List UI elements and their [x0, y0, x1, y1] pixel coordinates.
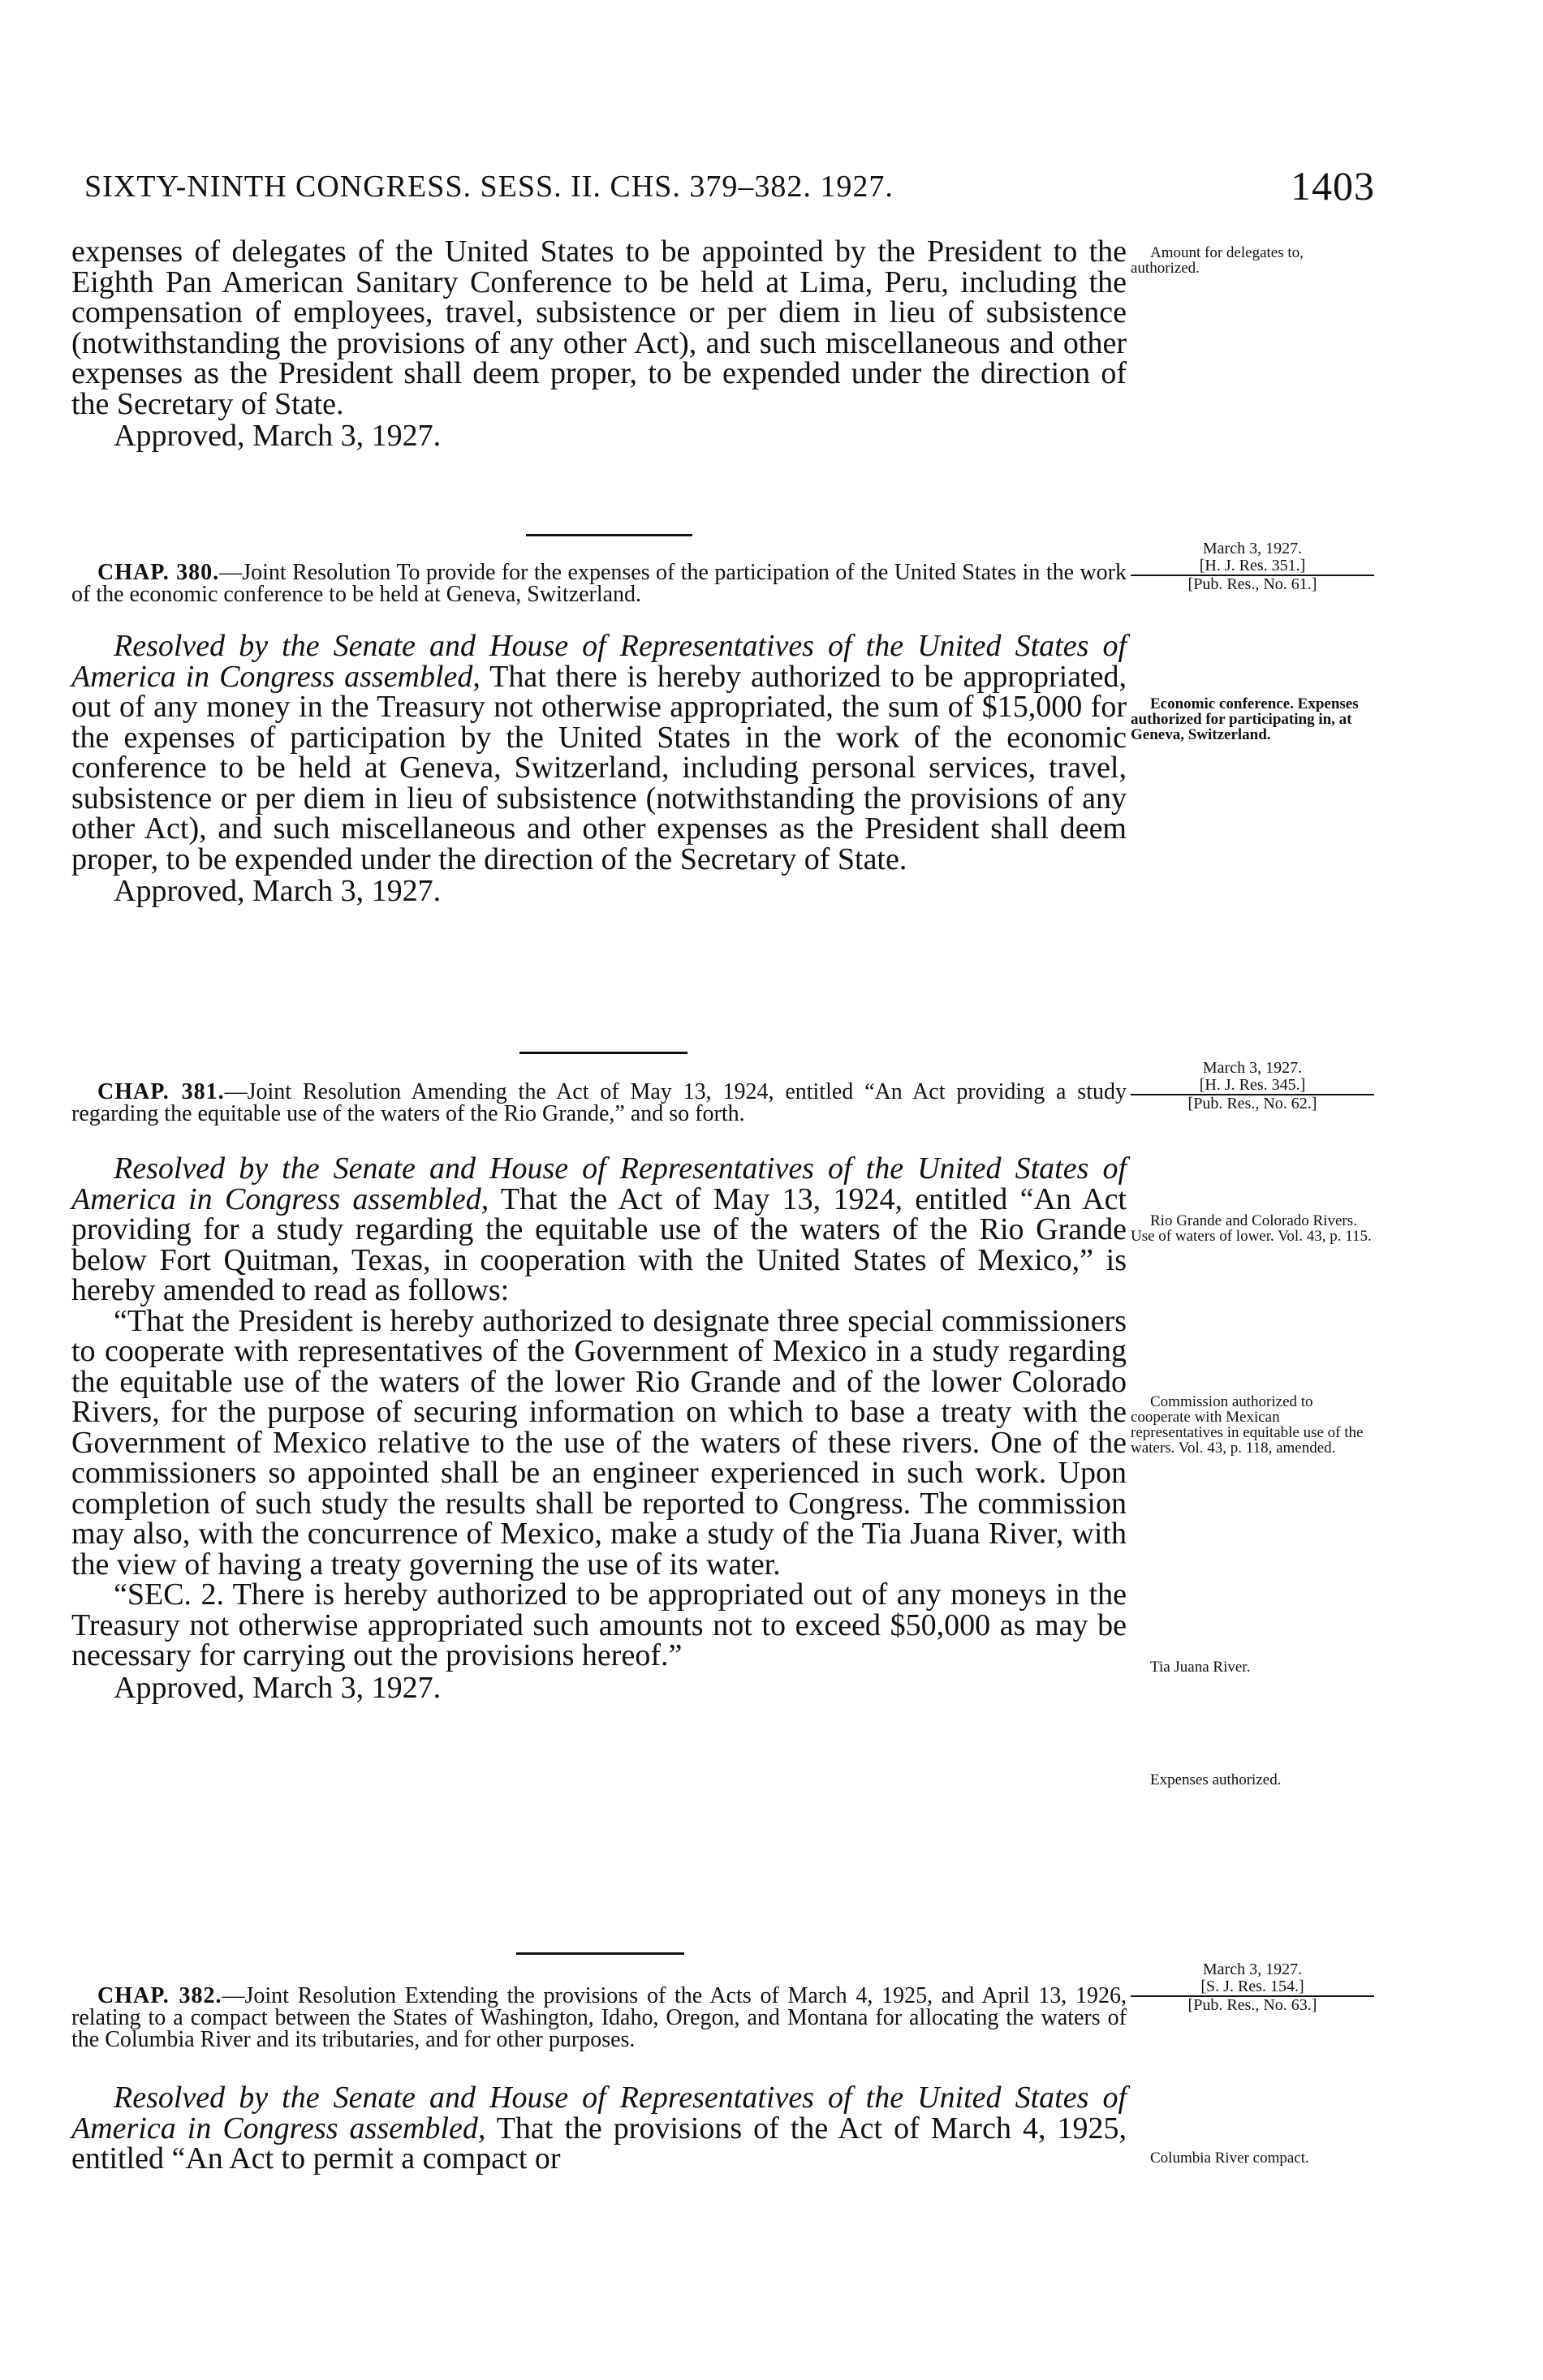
chap-381-pub-number: [Pub. Res., No. 62.]: [1187, 1095, 1317, 1113]
chap-380-date-block: [1131, 540, 1374, 593]
chap-380-margin-note: [1131, 696, 1374, 742]
chap-380-resolution: [71, 631, 1127, 875]
chap-381-margin-text-3: Tia Juana River.: [1150, 1659, 1251, 1676]
section-divider: [516, 1952, 684, 1955]
chap-380-title: —Joint Resolution To provide for the expenses of the participation of the United States in the work of the economic conference to be held at Geneva, Switzerland.: [71, 560, 1127, 607]
chap-380-approved: Approved, March 3, 1927.: [114, 874, 442, 908]
chapter-382: [71, 1985, 1127, 2175]
header-title: SIXTY-NINTH CONGRESS. SESS. II. CHS. 379–382. 1927.: [84, 170, 894, 204]
chap-381-margin-note-2: [1131, 1394, 1374, 1456]
chap-382-res-number: [S. J. Res. 154.]: [1131, 1978, 1374, 1997]
chap-380-text: That there is hereby authorized to be appropriated, out of any money in the Treasury not otherwise appropriated, the sum of $15,000 for the expenses of participation by the United States in the work of the economic conference to be held at Geneva, Switzerland, including personal services, travel, subsistence or per diem in lieu of subsistence (notwithstanding the provisions of any other Act), and such miscellaneous and other expenses as the President shall deem proper, to be expended under the direction of the Secretary of State.: [71, 659, 1127, 876]
chap-382-pub-number: [Pub. Res., No. 63.]: [1187, 1996, 1317, 2014]
section-divider: [526, 534, 692, 536]
chap-381-section-1: “That the President is hereby authorized to designate three special commissioners to cooperate with representatives of the Government of Mexico in a study regarding the equitable use of the waters of the lower Rio Grande and of the lower Colorado Rivers, for the purpose of securing information on which to base a treaty with the Government of Mexico relative to the use of the waters of these rivers. One of the commissioners so appointed shall be an engineer experienced in such work. Upon completion of such study the results shall be reported to Congress. The commission may also, with the concurrence of Mexico, make a study of the Tia Juana River, with the view of having a treaty governing the use of its water.: [71, 1303, 1127, 1582]
chap-380-label: CHAP. 380.: [97, 560, 220, 585]
chap-382-resolution: [71, 2083, 1127, 2175]
chap-381-margin-text-2: Commission authorized to cooperate with Mexican representatives in equitable use of the waters. Vol. 43, p. 118, amended.: [1131, 1393, 1364, 1457]
page-number: 1403: [1291, 163, 1375, 209]
chap-380-margin-text: Economic conference. Expenses authorized for participating in, at Geneva, Switzerland.: [1131, 695, 1359, 743]
chap-381-label: CHAP. 381.: [97, 1079, 225, 1104]
running-header: [84, 154, 1375, 219]
chap-381-date: March 3, 1927.: [1202, 1059, 1303, 1077]
chap-381-enacting-clause: Resolved by the Senate and House of Representatives of the United States of America in Congress assembled,: [71, 1151, 1127, 1216]
chap-382-heading: [71, 1985, 1127, 2051]
chap-382-text: That the provisions of the Act of March 4, 1925, entitled “An Act to permit a compact or: [71, 2111, 1127, 2176]
chap-381-margin-note-1: [1131, 1213, 1374, 1244]
chap-381-margin-text-1: Rio Grande and Colorado Rivers. Use of waters of lower. Vol. 43, p. 115.: [1131, 1212, 1372, 1245]
chap-381-title: —Joint Resolution Amending the Act of May 13, 1924, entitled “An Act providing a study regarding the equitable use of the waters of the Rio Grande,” and so forth.: [71, 1079, 1127, 1126]
margin-note-delegates: [1131, 245, 1374, 276]
chap-380-res-number: [H. J. Res. 351.]: [1131, 557, 1374, 576]
chap-382-margin-note: [1131, 2150, 1374, 2166]
continuation-approved: Approved, March 3, 1927.: [114, 419, 442, 453]
chap-382-date: March 3, 1927.: [1202, 1960, 1303, 1978]
chap-380-enacting-clause: Resolved by the Senate and House of Representatives of the United States of America in Congress assembled,: [71, 629, 1127, 694]
chap-380-pub-number: [Pub. Res., No. 61.]: [1187, 575, 1317, 593]
margin-note-text: Amount for delegates to, authorized.: [1131, 244, 1304, 277]
chap-381-res-number: [H. J. Res. 345.]: [1131, 1077, 1374, 1095]
chap-382-label: CHAP. 382.: [97, 1983, 222, 2008]
chap-381-date-block: [1131, 1060, 1374, 1113]
chap-380-date: March 3, 1927.: [1202, 540, 1303, 557]
section-divider: [519, 1052, 687, 1054]
chap-381-margin-note-4: [1131, 1772, 1374, 1788]
chap-381-section-2: “SEC. 2. There is hereby authorized to be appropriated out of any moneys in the Treasury not otherwise appropriated such amounts not to exceed $50,000 as may be necessary for carrying out the provisions hereof.”: [71, 1577, 1127, 1672]
continuation-text: expenses of delegates of the United States to be appointed by the President to the Eighth Pan American Sanitary Conference to be held at Lima, Peru, including the compensation of employees, travel, subsistence or per diem in lieu of subsistence (notwithstanding the provisions of any other Act), and such miscellaneous and other expenses as the President shall deem proper, to be expended under the direction of the Secretary of State.: [71, 235, 1127, 421]
chap-382-title: —Joint Resolution Extending the provisions of the Acts of March 4, 1925, and April 13, 1926, relating to a compact between the States of Washington, Idaho, Oregon, and Montana for allocating the waters of the Columbia River and its tributaries, and for other purposes.: [71, 1983, 1127, 2052]
chap-381-margin-note-3: [1131, 1659, 1374, 1675]
chap-381-approved: Approved, March 3, 1927.: [114, 1670, 442, 1705]
chap-380-heading: [71, 562, 1127, 605]
chapter-380: [71, 562, 1127, 907]
chap-381-resolution: [71, 1151, 1127, 1307]
continuation-section: [71, 237, 1127, 452]
chap-381-heading: [71, 1081, 1127, 1125]
chap-381-text: That the Act of May 13, 1924, entitled “An Act providing for a study regarding the equitable use of the waters of the Rio Grande below Fort Quitman, Texas, in cooperation with the United States of Mexico,” is hereby amended to read as follows:: [71, 1181, 1127, 1307]
chap-382-enacting-clause: Resolved by the Senate and House of Representatives of the United States of America in Congress assembled,: [71, 2081, 1127, 2145]
chap-382-margin-text: Columbia River compact.: [1150, 2150, 1309, 2167]
chapter-381: [71, 1081, 1127, 1704]
chap-382-date-block: [1131, 1961, 1374, 2014]
chap-381-margin-text-4: Expenses authorized.: [1150, 1771, 1282, 1788]
